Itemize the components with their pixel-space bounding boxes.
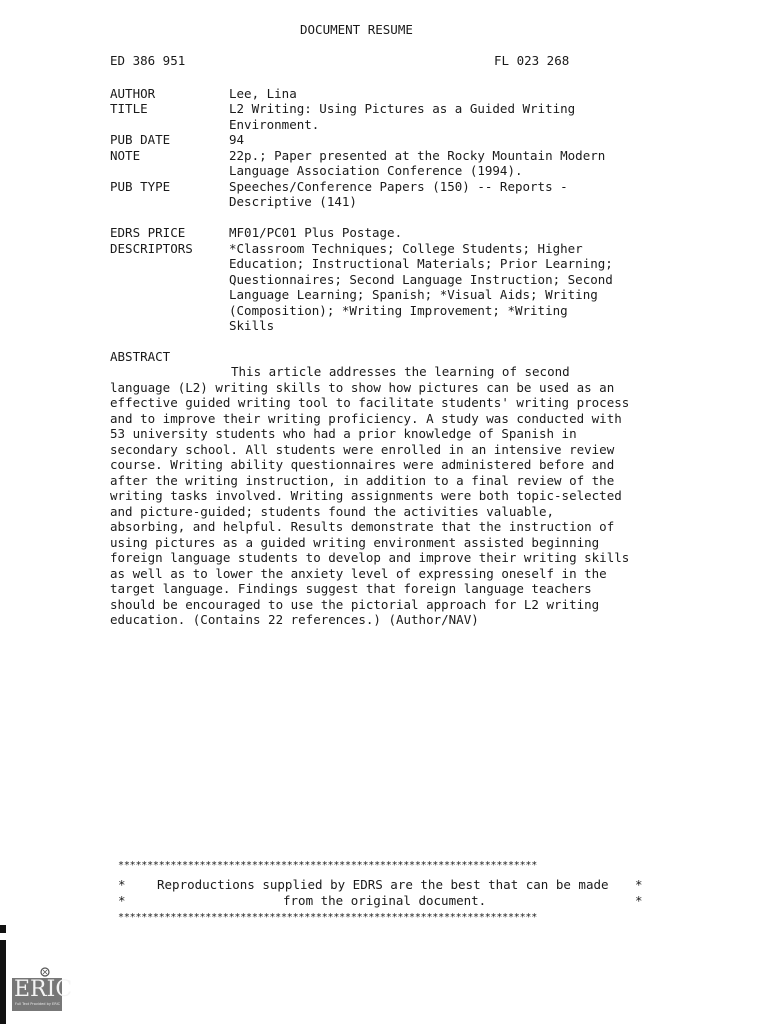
abstract-line: after the writing instruction, in addition to a final review of the (110, 473, 615, 488)
author-label: AUTHOR (110, 86, 156, 101)
abstract-line: writing tasks involved. Writing assignments were both topic-selected (110, 488, 622, 503)
edrs-price-value: MF01/PC01 Plus Postage. (229, 225, 403, 240)
document-title: DOCUMENT RESUME (300, 22, 413, 37)
scan-edge-mark (0, 925, 6, 933)
abstract-line: using pictures as a guided writing environment assisted beginning (110, 535, 600, 550)
title-label: TITLE (110, 101, 148, 116)
abstract-line: absorbing, and helpful. Results demonstrate that the instruction of (110, 519, 615, 534)
fl-number: FL 023 268 (494, 53, 570, 68)
edrs-price-label: EDRS PRICE (110, 225, 186, 240)
abstract-line: as well as to lower the anxiety level of expressing oneself in the (110, 566, 607, 581)
eric-logo-text: ERIC (14, 977, 73, 1002)
descriptors-label: DESCRIPTORS (110, 241, 193, 256)
pubtype-label: PUB TYPE (110, 179, 171, 194)
footer-star-left: * (118, 877, 126, 892)
title-value-line1: L2 Writing: Using Pictures as a Guided Writing (229, 101, 576, 116)
note-value-line1: 22p.; Paper presented at the Rocky Mountain Modern (229, 148, 606, 163)
abstract-line: should be encouraged to use the pictorial approach for L2 writing (110, 597, 600, 612)
abstract-line: education. (Contains 22 references.) (Author/NAV) (110, 612, 479, 627)
descriptors-line: *Classroom Techniques; College Students; Higher (229, 241, 583, 256)
pubdate-label: PUB DATE (110, 132, 171, 147)
scan-edge-bar (0, 940, 6, 1024)
descriptors-line: Skills (229, 318, 275, 333)
footer-line1: Reproductions supplied by EDRS are the best that can be made (157, 877, 609, 892)
pubdate-value: 94 (229, 132, 245, 147)
footer-line2: from the original document. (283, 893, 487, 908)
stars-border-bottom: ************************************************************************ (118, 912, 538, 923)
abstract-line: effective guided writing tool to facilitate students' writing process (110, 395, 630, 410)
eric-logo (12, 963, 73, 1011)
abstract-line: target language. Findings suggest that foreign language teachers (110, 581, 592, 596)
abstract-line: language (L2) writing skills to show how pictures can be used as an (110, 380, 615, 395)
descriptors-line: Language Learning; Spanish; *Visual Aids; Writing (229, 287, 598, 302)
pubtype-value-line2: Descriptive (141) (229, 194, 357, 209)
footer-star-left: * (118, 893, 126, 908)
abstract-line: 53 university students who had a prior knowledge of Spanish in (110, 426, 577, 441)
eric-logo-caption: Full Text Provided by ERIC (15, 1002, 61, 1006)
abstract-line: and picture-guided; students found the activities valuable, (110, 504, 555, 519)
note-label: NOTE (110, 148, 141, 163)
pubtype-value-line1: Speeches/Conference Papers (150) -- Reports - (229, 179, 568, 194)
descriptors-line: Education; Instructional Materials; Prior Learning; (229, 256, 613, 271)
abstract-line: foreign language students to develop and improve their writing skills (110, 550, 630, 565)
footer-star-right: * (635, 877, 643, 892)
abstract-line: and to improve their writing proficiency. A study was conducted with (110, 411, 622, 426)
footer-star-right: * (635, 893, 643, 908)
descriptors-line: Questionnaires; Second Language Instruction; Second (229, 272, 613, 287)
stars-border-top: ************************************************************************ (118, 860, 538, 871)
author-value: Lee, Lina (229, 86, 297, 101)
note-value-line2: Language Association Conference (1994). (229, 163, 523, 178)
abstract-line: secondary school. All students were enrolled in an intensive review (110, 442, 615, 457)
ed-number: ED 386 951 (110, 53, 186, 68)
abstract-line: This article addresses the learning of second (231, 364, 570, 379)
title-value-line2: Environment. (229, 117, 320, 132)
abstract-label: ABSTRACT (110, 349, 171, 364)
descriptors-line: (Composition); *Writing Improvement; *Writing (229, 303, 568, 318)
abstract-line: course. Writing ability questionnaires were administered before and (110, 457, 615, 472)
